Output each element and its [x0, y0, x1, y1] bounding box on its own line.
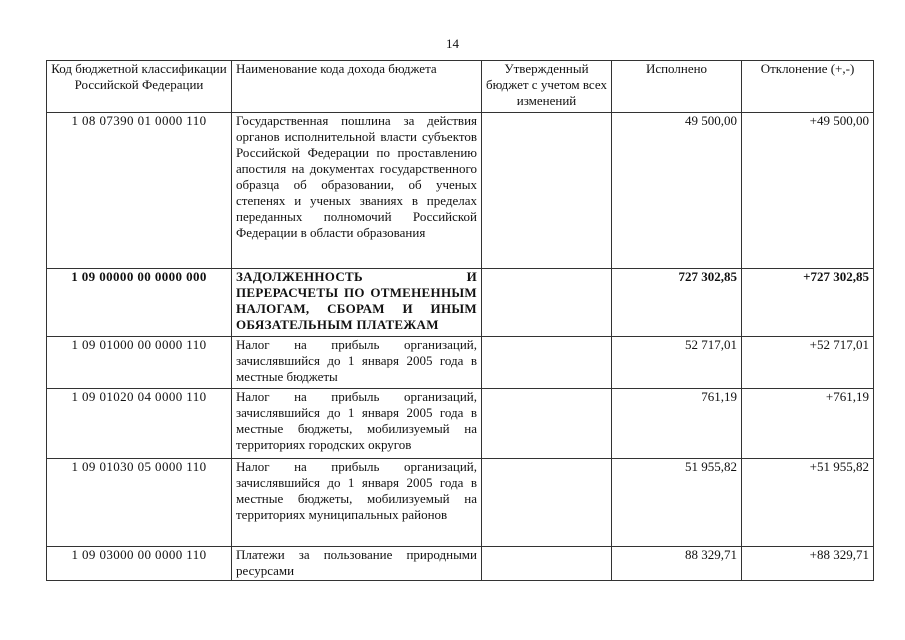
- row-approved: [482, 547, 612, 581]
- table-row: [47, 389, 874, 459]
- header-deviation: Отклонение (+,-): [742, 61, 874, 113]
- row-code: 1 09 01000 00 0000 110: [47, 337, 232, 389]
- header-executed: Исполнено: [612, 61, 742, 113]
- row-code: 1 09 00000 00 0000 000: [47, 269, 232, 337]
- table-row: [47, 337, 874, 389]
- row-approved: [482, 389, 612, 459]
- page-number: 14: [446, 36, 459, 51]
- row-executed: 727 302,85: [612, 269, 742, 337]
- row-deviation: +52 717,01: [742, 337, 874, 389]
- row-approved: [482, 337, 612, 389]
- row-executed: 88 329,71: [612, 547, 742, 581]
- row-executed: 51 955,82: [612, 459, 742, 547]
- table-row: [47, 269, 874, 337]
- table-row: [47, 459, 874, 547]
- row-executed: 49 500,00: [612, 113, 742, 269]
- row-deviation: +49 500,00: [742, 113, 874, 269]
- header-code: Код бюджетной классификации Российской Федерации: [47, 61, 232, 113]
- budget-revenue-table: [46, 60, 874, 581]
- table-row: [47, 113, 874, 269]
- row-name: Платежи за пользование природными ресурсами: [232, 547, 482, 581]
- row-approved: [482, 269, 612, 337]
- row-name: Налог на прибыль организаций, зачислявшийся до 1 января 2005 года в местные бюджеты, мобилизуемый на территориях муниципальных районов: [232, 459, 482, 547]
- header-name: Наименование кода дохода бюджета: [232, 61, 482, 113]
- row-approved: [482, 113, 612, 269]
- row-deviation: +761,19: [742, 389, 874, 459]
- table-header-row: [47, 61, 874, 113]
- row-name: ЗАДОЛЖЕННОСТЬ И ПЕРЕРАСЧЕТЫ ПО ОТМЕНЕННЫМ НАЛОГАМ, СБОРАМ И ИНЫМ ОБЯЗАТЕЛЬНЫМ ПЛАТЕЖАМ: [232, 269, 482, 337]
- row-executed: 761,19: [612, 389, 742, 459]
- row-approved: [482, 459, 612, 547]
- row-name: Налог на прибыль организаций, зачислявшийся до 1 января 2005 года в местные бюджеты: [232, 337, 482, 389]
- row-code: 1 08 07390 01 0000 110: [47, 113, 232, 269]
- row-deviation: +727 302,85: [742, 269, 874, 337]
- row-executed: 52 717,01: [612, 337, 742, 389]
- row-code: 1 09 01030 05 0000 110: [47, 459, 232, 547]
- table-row: [47, 547, 874, 581]
- row-name: Налог на прибыль организаций, зачислявшийся до 1 января 2005 года в местные бюджеты, мобилизуемый на территориях городских округов: [232, 389, 482, 459]
- row-code: 1 09 01020 04 0000 110: [47, 389, 232, 459]
- row-code: 1 09 03000 00 0000 110: [47, 547, 232, 581]
- row-name: Государственная пошлина за действия органов исполнительной власти субъектов Российской Федерации по проставлению апостиля на документах государственного образца об образовании, об ученых степенях и ученых званиях в пределах переданных полномочий Российской Федерации в области образования: [232, 113, 482, 269]
- row-deviation: +51 955,82: [742, 459, 874, 547]
- row-deviation: +88 329,71: [742, 547, 874, 581]
- header-approved: Утвержденный бюджет с учетом всех изменений: [482, 61, 612, 113]
